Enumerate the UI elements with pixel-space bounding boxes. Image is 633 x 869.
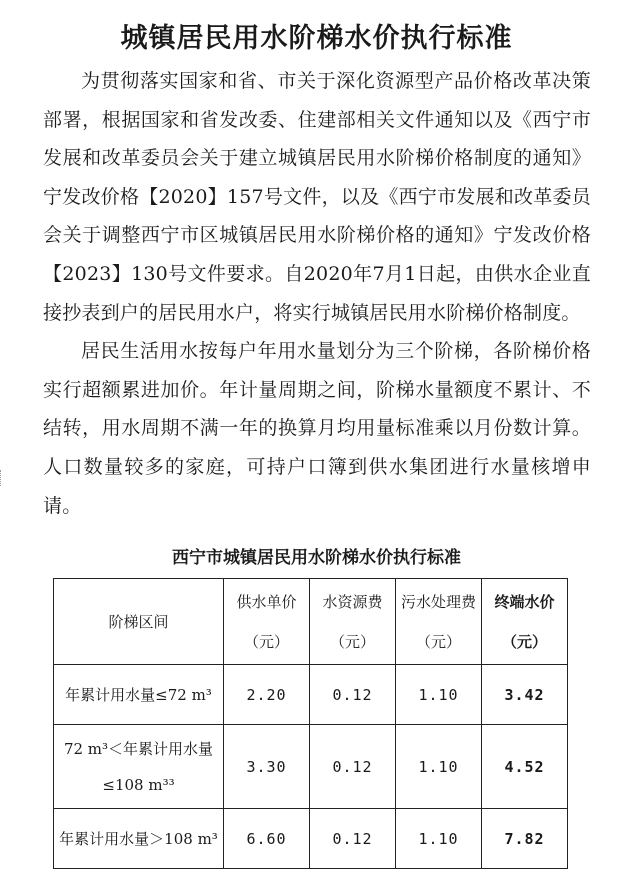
header-unit: （元） bbox=[329, 632, 375, 651]
final-price-cell: 7.82 bbox=[482, 809, 568, 869]
table-row bbox=[54, 809, 568, 869]
final-price-cell: 4.52 bbox=[482, 725, 568, 809]
sewage-fee-cell: 1.10 bbox=[396, 809, 482, 869]
supply-price-cell: 2.20 bbox=[224, 665, 310, 725]
tier-cell bbox=[54, 725, 224, 809]
water-price-table bbox=[53, 578, 568, 869]
body-text bbox=[43, 62, 591, 525]
supply-price-cell: 6.60 bbox=[224, 809, 310, 869]
resource-fee-cell: 0.12 bbox=[310, 809, 396, 869]
page-title: 城镇居民用水阶梯水价执行标准 bbox=[120, 23, 513, 55]
final-price-cell: 3.42 bbox=[482, 665, 568, 725]
header-unit: （元） bbox=[501, 632, 547, 651]
header-tier: 阶梯区间 bbox=[54, 579, 224, 665]
header-supply-price: 供水单价 （元） bbox=[224, 579, 310, 665]
tier-line: 72 m³＜年累计用水量 bbox=[63, 739, 214, 758]
margin-mark bbox=[0, 470, 5, 486]
paragraph-tiers: 居民生活用水按每户年用水量划分为三个阶梯，各阶梯价格实行超额累进加价。年计量周期之间，阶梯水量额度不累计、不结转，用水周期不满一年的换算月均用量标准乘以月份数计算。人口数量较多的家庭，可持户口簿到供水集团进行水量核增申请。 bbox=[43, 340, 591, 517]
table-row bbox=[54, 665, 568, 725]
tier-line: ≤108 m³³ bbox=[102, 775, 175, 794]
table-row bbox=[54, 725, 568, 809]
header-sewage-fee: 污水处理费 （元） bbox=[396, 579, 482, 665]
resource-fee-cell: 0.12 bbox=[310, 665, 396, 725]
resource-fee-cell: 0.12 bbox=[310, 725, 396, 809]
header-final-price: 终端水价 （元） bbox=[482, 579, 568, 665]
header-unit: （元） bbox=[415, 632, 461, 651]
sewage-fee-cell: 1.10 bbox=[396, 725, 482, 809]
table-title: 西宁市城镇居民用水阶梯水价执行标准 bbox=[172, 548, 461, 568]
tier-cell: 年累计用水量＞108 m³ bbox=[54, 809, 224, 869]
paragraph-policy: 为贯彻落实国家和省、市关于深化资源型产品价格改革决策部署，根据国家和省发改委、住建部相关文件通知以及《西宁市发展和改革委员会关于建立城镇居民用水阶梯价格制度的通知》宁发改价格【2020】157号文件，以及《西宁市发展和改革委员会关于调整西宁市区城镇居民用水阶梯价格的通知》宁发改价格【2023】130号文件要求。自2020年7月1日起，由供水企业直接抄表到户的居民用水户，将实行城镇居民用水阶梯价格制度。 bbox=[43, 70, 591, 324]
sewage-fee-cell: 1.10 bbox=[396, 665, 482, 725]
supply-price-cell: 3.30 bbox=[224, 725, 310, 809]
header-resource-fee: 水资源费 （元） bbox=[310, 579, 396, 665]
header-unit: （元） bbox=[243, 632, 289, 651]
tier-cell: 年累计用水量≤72 m³ bbox=[54, 665, 224, 725]
table-header-row bbox=[54, 579, 568, 665]
